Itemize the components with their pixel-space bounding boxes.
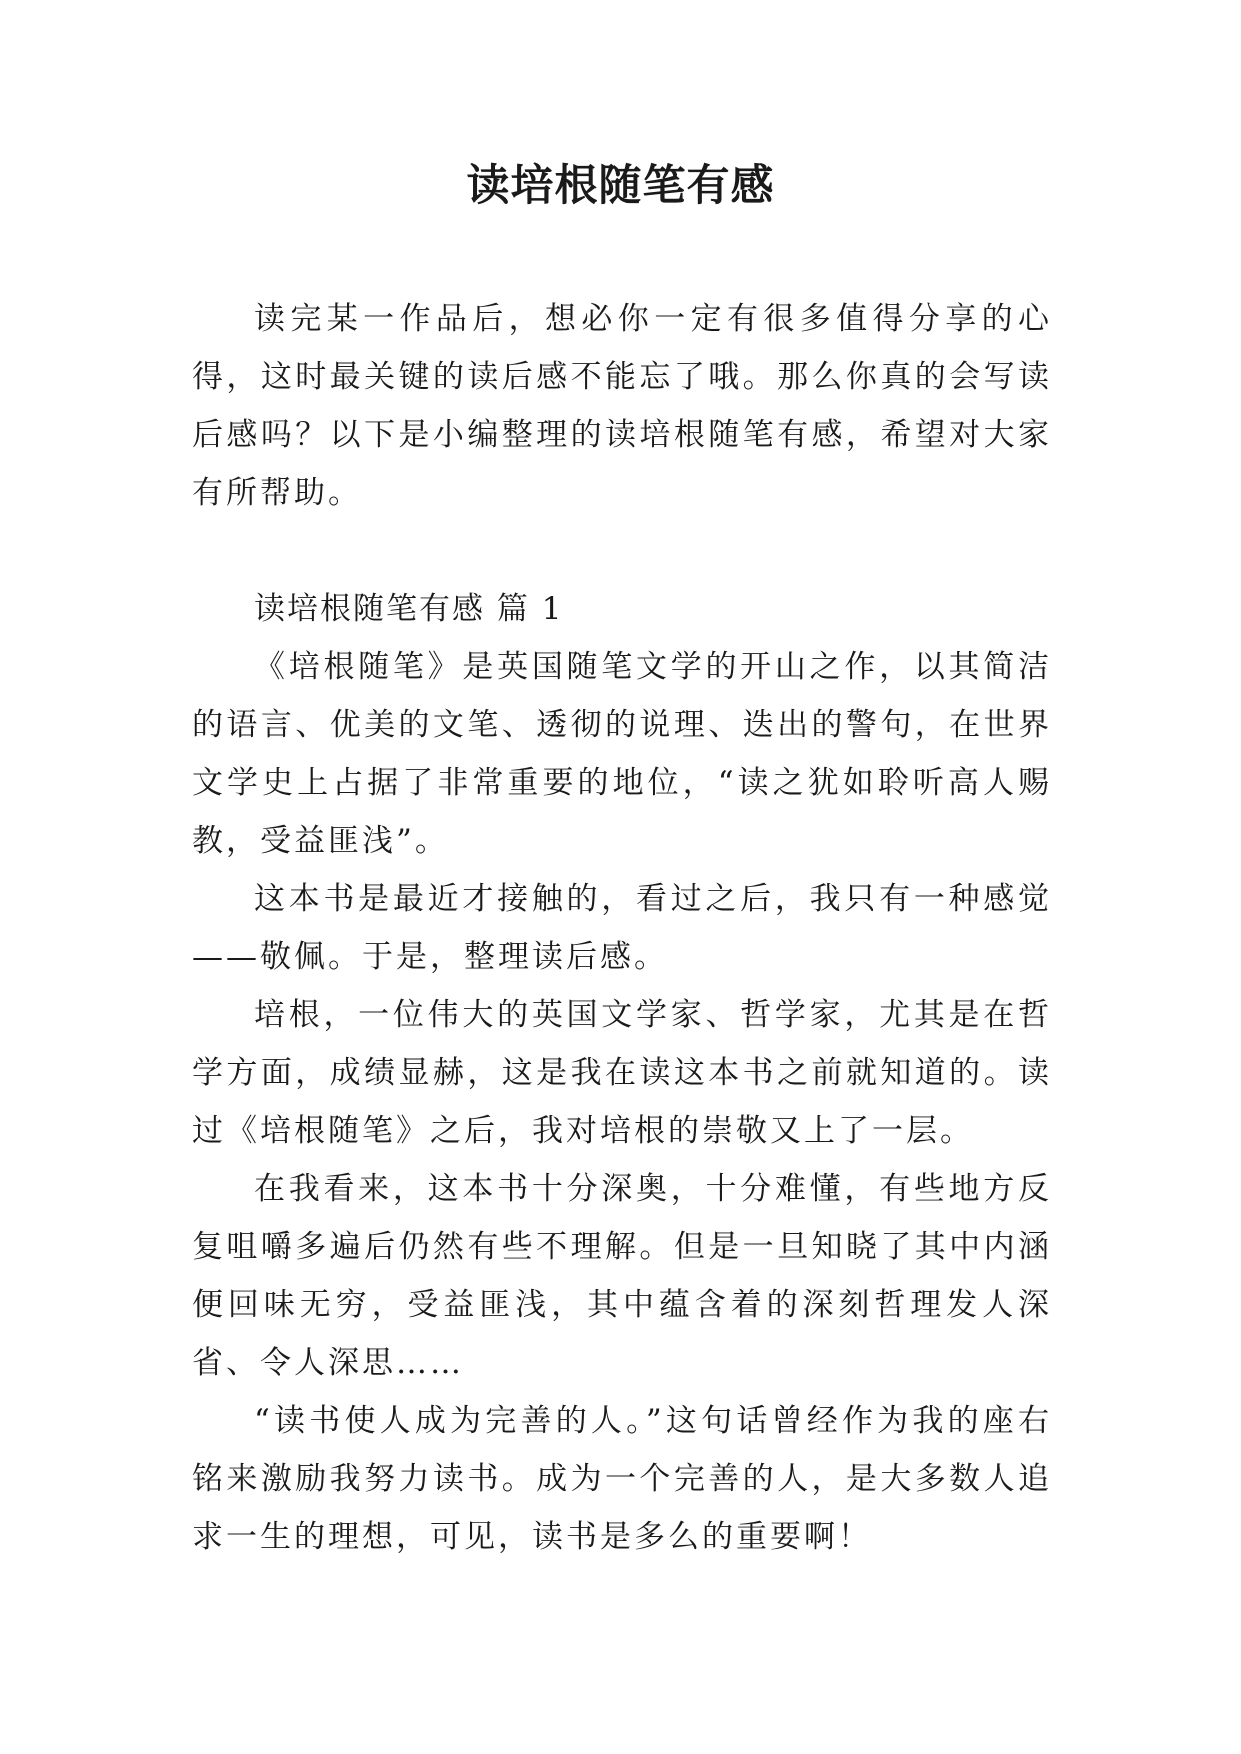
body-paragraph: 培根，一位伟大的英国文学家、哲学家，尤其是在哲学方面，成绩显赫，这是我在读这本书之前就知道的。读过《培根随笔》之后，我对培根的崇敬又上了一层。 bbox=[192, 997, 1052, 1149]
body-paragraph: 在我看来，这本书十分深奥，十分难懂，有些地方反复咀嚼多遍后仍然有些不理解。但是一旦知晓了其中内涵便回味无穷，受益匪浅，其中蕴含着的深刻哲理发人深省、令人深思…… bbox=[192, 1171, 1052, 1381]
section-heading: 读培根随笔有感 篇 1 bbox=[254, 591, 564, 627]
body-paragraph: “读书使人成为完善的人。”这句话曾经作为我的座右铭来激励我努力读书。成为一个完善的人，是大多数人追求一生的理想，可见，读书是多么的重要啊！ bbox=[192, 1403, 1052, 1555]
document-title: 读培根随笔有感 bbox=[466, 161, 775, 211]
body-paragraph: 这本书是最近才接触的，看过之后，我只有一种感觉——敬佩。于是，整理读后感。 bbox=[192, 881, 1052, 975]
document-body bbox=[192, 290, 1052, 1566]
intro-paragraph: 读完某一作品后，想必你一定有很多值得分享的心得，这时最关键的读后感不能忘了哦。那么你真的会写读后感吗？以下是小编整理的读培根随笔有感，希望对大家有所帮助。 bbox=[192, 301, 1052, 511]
body-paragraph: 《培根随笔》是英国随笔文学的开山之作，以其简洁的语言、优美的文笔、透彻的说理、迭出的警句，在世界文学史上占据了非常重要的地位，“读之犹如聆听高人赐教，受益匪浅”。 bbox=[192, 649, 1052, 859]
